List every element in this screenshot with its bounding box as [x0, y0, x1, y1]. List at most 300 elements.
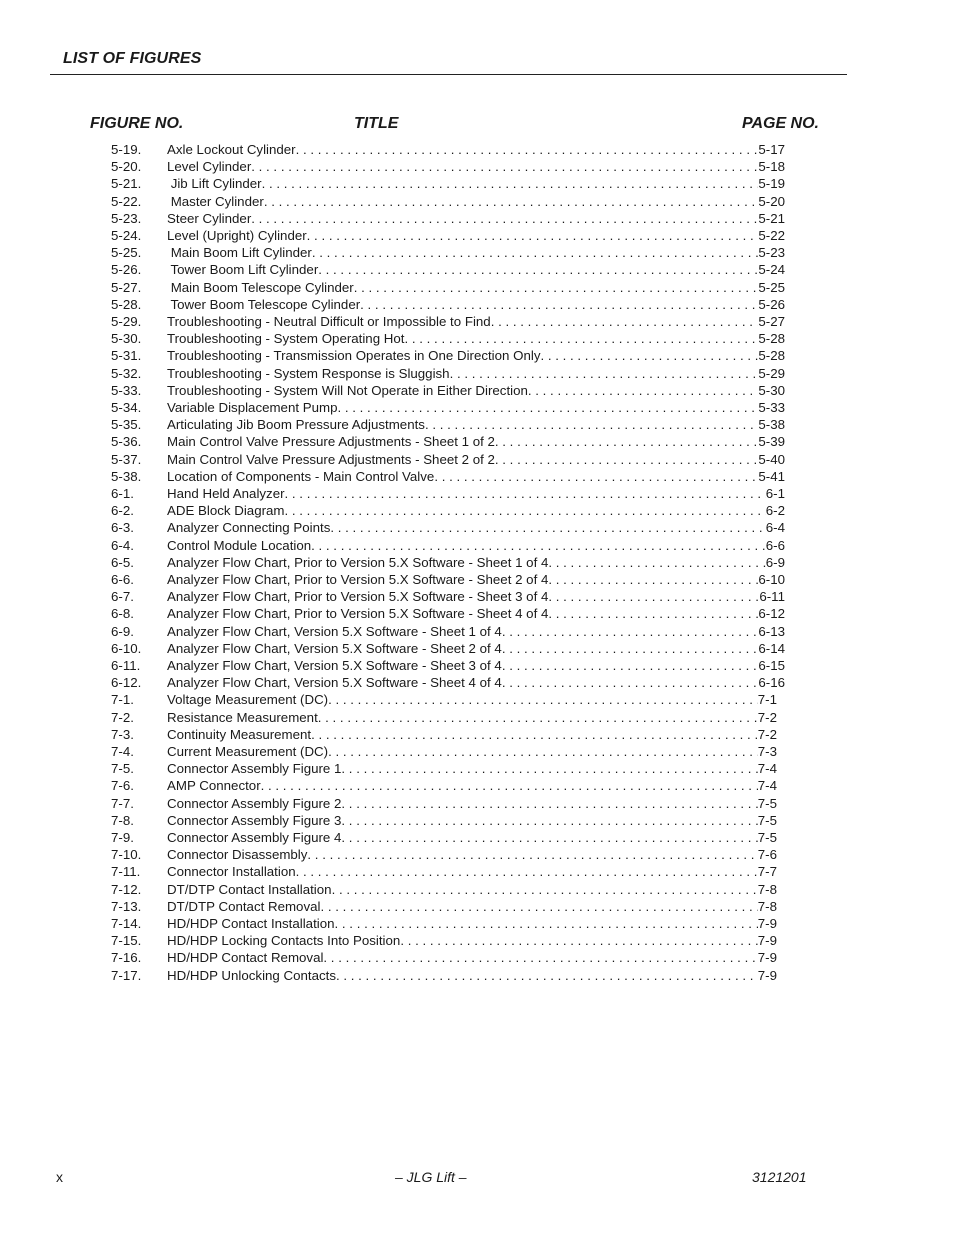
- figure-page-number: 7-3: [757, 744, 777, 759]
- figure-number: 7-9.: [111, 830, 134, 845]
- figure-entry: [0, 485, 954, 502]
- figure-title: Continuity Measurement: [167, 726, 312, 742]
- figure-title: Articulating Jib Boom Pressure Adjustments: [167, 417, 425, 433]
- figure-title: Master Cylinder: [167, 193, 264, 209]
- figure-entry: [0, 674, 954, 691]
- dot-leader: [251, 158, 758, 175]
- figure-page-number: 5-26: [758, 296, 785, 312]
- figure-entry: [0, 193, 954, 210]
- dot-leader: [495, 433, 758, 450]
- figure-page-number: 7-7: [757, 864, 777, 880]
- figure-number: 6-5.: [111, 554, 134, 570]
- figure-entry: [0, 640, 954, 657]
- figure-page-number: 5-38: [758, 417, 785, 433]
- figure-number: 5-19.: [111, 142, 142, 157]
- dot-leader: [341, 760, 757, 777]
- figure-page-number: 6-6: [765, 537, 785, 553]
- figure-title-leader: [167, 691, 777, 708]
- dot-leader: [425, 416, 758, 433]
- dot-leader: [502, 657, 759, 674]
- figure-entry: [0, 915, 954, 932]
- figure-title-leader: [167, 863, 777, 880]
- figure-title: Connector Assembly Figure 1: [167, 761, 342, 777]
- figure-page-number: 6-12: [758, 606, 785, 622]
- figure-number: 7-10.: [111, 847, 142, 863]
- dot-leader: [360, 296, 758, 313]
- figure-number: 7-13.: [111, 898, 142, 914]
- dot-leader: [354, 279, 759, 296]
- figure-entry: [0, 468, 954, 485]
- figure-page-number: 6-11: [759, 589, 785, 605]
- figure-title-leader: [167, 244, 785, 261]
- figure-title: Location of Components - Main Control Valve: [167, 468, 435, 484]
- figure-title-leader: [167, 949, 777, 966]
- dot-leader: [337, 399, 758, 416]
- figure-page-number: 7-8: [757, 898, 777, 914]
- figure-title: Connector Assembly Figure 3: [167, 812, 342, 828]
- dot-leader: [405, 330, 759, 347]
- figure-page-number: 7-9: [757, 916, 777, 931]
- figure-title-leader: [167, 227, 785, 244]
- figure-page-number: 5-25: [758, 279, 785, 295]
- figure-title: Resistance Measurement: [167, 709, 318, 725]
- dot-leader: [341, 795, 757, 812]
- figure-title: Analyzer Flow Chart, Version 5.X Software - Sheet 1 of 4: [167, 623, 502, 639]
- figure-entry: [0, 296, 954, 313]
- figure-entry: [0, 657, 954, 674]
- figure-number: 6-2.: [111, 503, 134, 519]
- figure-page-number: 5-41: [758, 468, 785, 484]
- dot-leader: [450, 365, 759, 382]
- figure-title: Control Module Location: [167, 537, 312, 553]
- figure-page-number: 7-4: [757, 778, 777, 794]
- figure-number: 5-37.: [111, 451, 142, 467]
- figure-title: Main Control Valve Pressure Adjustments - Sheet 1 of 2: [167, 434, 495, 450]
- figure-page-number: 5-40: [758, 451, 785, 467]
- figure-entry: [0, 175, 954, 192]
- footer-brand: – JLG Lift –: [395, 1169, 467, 1185]
- figure-entry: [0, 846, 954, 863]
- figure-number: 7-5.: [111, 761, 134, 777]
- figure-page-number: 6-4: [765, 520, 785, 536]
- figure-entry: [0, 829, 954, 846]
- figure-title: Level Cylinder: [167, 159, 252, 175]
- figure-page-number: 7-1: [757, 692, 777, 708]
- figure-title: Analyzer Flow Chart, Prior to Version 5.X Software - Sheet 1 of 4: [167, 554, 549, 570]
- figure-entry: [0, 691, 954, 708]
- figure-title: Connector Assembly Figure 2: [167, 795, 342, 811]
- dot-leader: [548, 605, 758, 622]
- dot-leader: [528, 382, 758, 399]
- figure-title-leader: [167, 537, 785, 554]
- figure-number: 5-21.: [111, 176, 142, 192]
- figure-number: 7-2.: [111, 709, 134, 725]
- figure-title: Main Boom Telescope Cylinder: [167, 279, 354, 295]
- figure-title: Axle Lockout Cylinder: [167, 142, 296, 157]
- figure-no-heading: FIGURE NO.: [90, 115, 184, 132]
- figure-title: Steer Cylinder: [167, 210, 252, 226]
- figure-entry: [0, 433, 954, 450]
- figure-entry: [0, 967, 954, 984]
- figure-page-number: 7-8: [757, 881, 777, 897]
- figure-page-number: 5-24: [758, 262, 785, 278]
- dot-leader: [285, 485, 766, 502]
- figure-title-leader: [167, 554, 785, 571]
- figure-entry: [0, 141, 954, 158]
- footer-doc-number: 3121201: [752, 1169, 807, 1185]
- figure-title-leader: [167, 279, 785, 296]
- dot-leader: [332, 881, 758, 898]
- figure-page-number: 6-1: [765, 486, 785, 501]
- page-header: [50, 48, 847, 75]
- figure-title: Analyzer Connecting Points: [167, 520, 331, 536]
- figure-title-leader: [167, 623, 785, 640]
- figure-title: Analyzer Flow Chart, Version 5.X Software - Sheet 4 of 4: [167, 675, 502, 691]
- figure-title-leader: [167, 468, 785, 485]
- figure-entry: [0, 347, 954, 364]
- dot-leader: [320, 898, 757, 915]
- figure-title: HD/HDP Locking Contacts Into Position: [167, 933, 401, 949]
- figure-number: 6-4.: [111, 537, 134, 553]
- figure-page-number: 5-20: [758, 193, 785, 209]
- figure-entry: [0, 588, 954, 605]
- figure-title: Troubleshooting - Neutral Difficult or Impossible to Find: [167, 314, 491, 329]
- figure-page-number: 5-18: [758, 159, 785, 175]
- figure-page-number: 7-9: [757, 950, 777, 966]
- figure-title-leader: [167, 674, 785, 691]
- figure-number: 6-3.: [111, 520, 134, 536]
- figure-title: Main Boom Lift Cylinder: [167, 245, 312, 261]
- figure-number: 5-31.: [111, 348, 142, 364]
- dot-leader: [495, 451, 758, 468]
- figure-entry: [0, 537, 954, 554]
- figure-title: Hand Held Analyzer: [167, 486, 285, 501]
- figure-page-number: 5-29: [758, 365, 785, 381]
- figure-page-number: 5-28: [758, 331, 785, 347]
- figure-page-number: 5-22: [758, 228, 785, 243]
- dot-leader: [307, 227, 759, 244]
- figure-title: Connector Disassembly: [167, 847, 308, 863]
- dot-leader: [328, 691, 758, 708]
- figure-entry: [0, 881, 954, 898]
- dot-leader: [311, 726, 758, 743]
- title-heading: TITLE: [354, 115, 399, 132]
- figure-number: 5-35.: [111, 417, 142, 433]
- dot-leader: [261, 777, 758, 794]
- figure-title-leader: [167, 399, 785, 416]
- figure-number: 7-7.: [111, 795, 134, 811]
- figure-title-leader: [167, 915, 777, 932]
- figure-title-leader: [167, 898, 777, 915]
- figure-page-number: 5-21: [758, 210, 785, 226]
- figure-title: Voltage Measurement (DC): [167, 692, 329, 708]
- figure-title: Level (Upright) Cylinder: [167, 228, 307, 243]
- figure-title-leader: [167, 365, 785, 382]
- figure-page-number: 5-30: [758, 382, 785, 398]
- dot-leader: [400, 932, 757, 949]
- dot-leader: [296, 863, 758, 880]
- dot-leader: [502, 623, 759, 640]
- figure-entry: [0, 605, 954, 622]
- figure-title-leader: [167, 812, 777, 829]
- figure-number: 7-12.: [111, 881, 142, 897]
- figure-title-leader: [167, 141, 785, 158]
- figure-number: 5-20.: [111, 159, 142, 175]
- figure-number: 7-14.: [111, 916, 142, 931]
- figure-number: 5-36.: [111, 434, 142, 450]
- figure-page-number: 7-9: [757, 933, 777, 949]
- dot-leader: [540, 347, 758, 364]
- figure-page-number: 6-13: [758, 623, 785, 639]
- figure-title-leader: [167, 175, 785, 192]
- figure-title-leader: [167, 502, 785, 519]
- figure-entry: [0, 743, 954, 760]
- figure-page-number: 5-33: [758, 400, 785, 415]
- figure-number: 6-12.: [111, 675, 142, 691]
- figure-title: Troubleshooting - System Response is Sluggish: [167, 365, 450, 381]
- dot-leader: [330, 519, 765, 536]
- figure-title: ADE Block Diagram: [167, 503, 285, 519]
- figure-page-number: 7-5: [757, 830, 777, 845]
- figure-number: 6-11.: [111, 658, 141, 673]
- figure-page-number: 5-19: [758, 176, 785, 192]
- figure-entry: [0, 399, 954, 416]
- figure-page-number: 6-9: [765, 554, 785, 570]
- figure-entry: [0, 382, 954, 399]
- figure-title-leader: [167, 967, 777, 984]
- dot-leader: [262, 175, 759, 192]
- dot-leader: [318, 709, 758, 726]
- figure-page-number: 5-23: [758, 245, 785, 261]
- figure-number: 5-34.: [111, 400, 142, 415]
- figure-title-leader: [167, 709, 777, 726]
- figure-number: 5-38.: [111, 468, 142, 484]
- dot-leader: [548, 588, 759, 605]
- figure-entry: [0, 416, 954, 433]
- figure-number: 5-22.: [111, 193, 142, 209]
- figure-number: 6-7.: [111, 589, 134, 605]
- figure-number: 5-28.: [111, 296, 142, 312]
- figure-number: 7-6.: [111, 778, 134, 794]
- figure-title: Troubleshooting - Transmission Operates in One Direction Only: [167, 348, 541, 364]
- figure-number: 5-30.: [111, 331, 142, 347]
- figure-number: 5-33.: [111, 382, 142, 398]
- figure-title-leader: [167, 726, 777, 743]
- figure-entry: [0, 932, 954, 949]
- dot-leader: [548, 554, 765, 571]
- figure-title-leader: [167, 382, 785, 399]
- dot-leader: [285, 502, 766, 519]
- figure-title: Main Control Valve Pressure Adjustments - Sheet 2 of 2: [167, 451, 495, 467]
- figure-page-number: 6-15: [758, 658, 785, 673]
- figure-title: Tower Boom Lift Cylinder: [167, 262, 319, 278]
- figure-title-leader: [167, 433, 785, 450]
- figure-page-number: 7-5: [757, 795, 777, 811]
- dot-leader: [341, 812, 757, 829]
- figure-page-number: 6-2: [765, 503, 785, 519]
- figure-number: 5-23.: [111, 210, 142, 226]
- figure-page-number: 5-28: [758, 348, 785, 364]
- page-no-heading: PAGE NO.: [741, 115, 819, 132]
- page-footer: [0, 1169, 954, 1187]
- figure-number: 5-26.: [111, 262, 142, 278]
- figure-title-leader: [167, 932, 777, 949]
- figure-title: Analyzer Flow Chart, Version 5.X Software - Sheet 3 of 4: [167, 658, 502, 673]
- figure-title-leader: [167, 261, 785, 278]
- figure-title-leader: [167, 829, 777, 846]
- footer-page-number: x: [56, 1169, 63, 1185]
- dot-leader: [434, 468, 758, 485]
- figure-entry: [0, 760, 954, 777]
- figure-title: HD/HDP Unlocking Contacts: [167, 967, 336, 983]
- figure-title-leader: [167, 657, 785, 674]
- figure-page-number: 7-2: [757, 726, 777, 742]
- figure-page-number: 7-5: [757, 812, 777, 828]
- figure-entry: [0, 279, 954, 296]
- figure-title: AMP Connector: [167, 778, 261, 794]
- figure-number: 7-3.: [111, 726, 134, 742]
- figure-title: Analyzer Flow Chart, Version 5.X Software - Sheet 2 of 4: [167, 640, 502, 656]
- figure-entry: [0, 709, 954, 726]
- figure-title: DT/DTP Contact Installation: [167, 881, 332, 897]
- figure-title-leader: [167, 777, 777, 794]
- figure-entry: [0, 623, 954, 640]
- figure-title-leader: [167, 158, 785, 175]
- figure-entry: [0, 554, 954, 571]
- figure-title: HD/HDP Contact Removal: [167, 950, 324, 966]
- figure-entry: [0, 261, 954, 278]
- figure-number: 7-15.: [111, 933, 142, 949]
- figure-number: 6-6.: [111, 572, 134, 587]
- dot-leader: [328, 743, 758, 760]
- figure-number: 5-29.: [111, 314, 142, 329]
- figure-number: 7-8.: [111, 812, 134, 828]
- figure-title: Analyzer Flow Chart, Prior to Version 5.X Software - Sheet 3 of 4: [167, 589, 549, 605]
- figure-title-leader: [167, 760, 777, 777]
- figure-entry: [0, 365, 954, 382]
- figure-title: Analyzer Flow Chart, Prior to Version 5.X Software - Sheet 4 of 4: [167, 606, 549, 622]
- dot-leader: [502, 674, 759, 691]
- figure-number: 7-1.: [111, 692, 134, 708]
- dot-leader: [296, 141, 759, 158]
- figure-title: Analyzer Flow Chart, Prior to Version 5.X Software - Sheet 2 of 4: [167, 572, 549, 587]
- figure-entry: [0, 863, 954, 880]
- dot-leader: [307, 846, 757, 863]
- figure-entry: [0, 898, 954, 915]
- figure-title-leader: [167, 416, 785, 433]
- dot-leader: [335, 915, 758, 932]
- figure-entry: [0, 519, 954, 536]
- dot-leader: [323, 949, 757, 966]
- figure-page-number: 7-9: [757, 967, 777, 983]
- figure-number: 6-1.: [111, 486, 134, 501]
- figure-title-leader: [167, 313, 785, 330]
- figure-entry: [0, 451, 954, 468]
- figure-number: 7-16.: [111, 950, 142, 966]
- figure-title: Variable Displacement Pump: [167, 400, 338, 415]
- figure-title: Jib Lift Cylinder: [167, 176, 262, 192]
- dot-leader: [251, 210, 758, 227]
- figure-entry: [0, 330, 954, 347]
- figure-page-number: 7-4: [757, 761, 777, 777]
- figure-number: 5-25.: [111, 245, 142, 261]
- figure-title: Tower Boom Telescope Cylinder: [167, 296, 361, 312]
- figure-title-leader: [167, 743, 777, 760]
- figure-title-leader: [167, 846, 777, 863]
- figure-entry: [0, 812, 954, 829]
- figure-title-leader: [167, 640, 785, 657]
- figure-entry: [0, 210, 954, 227]
- figure-entry: [0, 313, 954, 330]
- dot-leader: [491, 313, 759, 330]
- figure-title: Connector Installation: [167, 864, 296, 880]
- figure-title: Current Measurement (DC): [167, 744, 329, 759]
- figure-title-leader: [167, 588, 785, 605]
- figure-title-leader: [167, 571, 785, 588]
- figure-page-number: 5-17: [758, 142, 785, 157]
- figure-title-leader: [167, 193, 785, 210]
- figure-number: 5-27.: [111, 279, 142, 295]
- figure-title-leader: [167, 347, 785, 364]
- figure-entry: [0, 571, 954, 588]
- figure-entry: [0, 777, 954, 794]
- column-headings: [0, 115, 954, 135]
- dot-leader: [318, 261, 758, 278]
- figure-number: 7-4.: [111, 744, 134, 759]
- figure-page-number: 6-14: [758, 640, 785, 656]
- page-title: LIST OF FIGURES: [63, 50, 202, 67]
- dot-leader: [264, 193, 759, 210]
- figure-title: HD/HDP Contact Installation: [167, 916, 335, 931]
- figure-title-leader: [167, 519, 785, 536]
- figure-number: 7-17.: [111, 967, 142, 983]
- figure-entry: [0, 158, 954, 175]
- figure-title-leader: [167, 605, 785, 622]
- figure-entry: [0, 726, 954, 743]
- dot-leader: [548, 571, 758, 588]
- dot-leader: [311, 537, 766, 554]
- figure-entry: [0, 227, 954, 244]
- figure-number: 5-32.: [111, 365, 142, 381]
- figure-page-number: 7-2: [757, 709, 777, 725]
- figure-title-leader: [167, 451, 785, 468]
- figure-title-leader: [167, 795, 777, 812]
- figure-page-number: 7-6: [757, 847, 777, 863]
- figure-number: 5-24.: [111, 228, 142, 243]
- figure-title-leader: [167, 881, 777, 898]
- figure-title: Troubleshooting - System Operating Hot: [167, 331, 405, 347]
- figure-title-leader: [167, 485, 785, 502]
- figure-title-leader: [167, 330, 785, 347]
- figure-title: Connector Assembly Figure 4: [167, 830, 342, 845]
- figure-title: Troubleshooting - System Will Not Operate in Either Direction: [167, 382, 528, 398]
- dot-leader: [341, 829, 757, 846]
- figure-number: 7-11.: [111, 864, 141, 880]
- dot-leader: [312, 244, 759, 261]
- figure-entry: [0, 244, 954, 261]
- figure-entry: [0, 502, 954, 519]
- figure-page-number: 5-27: [758, 314, 785, 329]
- figure-number: 6-9.: [111, 623, 134, 639]
- figure-number: 6-8.: [111, 606, 134, 622]
- figure-number: 6-10.: [111, 640, 142, 656]
- dot-leader: [502, 640, 759, 657]
- figure-entry: [0, 795, 954, 812]
- figure-page-number: 6-16: [758, 675, 785, 691]
- figure-title-leader: [167, 296, 785, 313]
- figure-entry: [0, 949, 954, 966]
- figure-title: DT/DTP Contact Removal: [167, 898, 321, 914]
